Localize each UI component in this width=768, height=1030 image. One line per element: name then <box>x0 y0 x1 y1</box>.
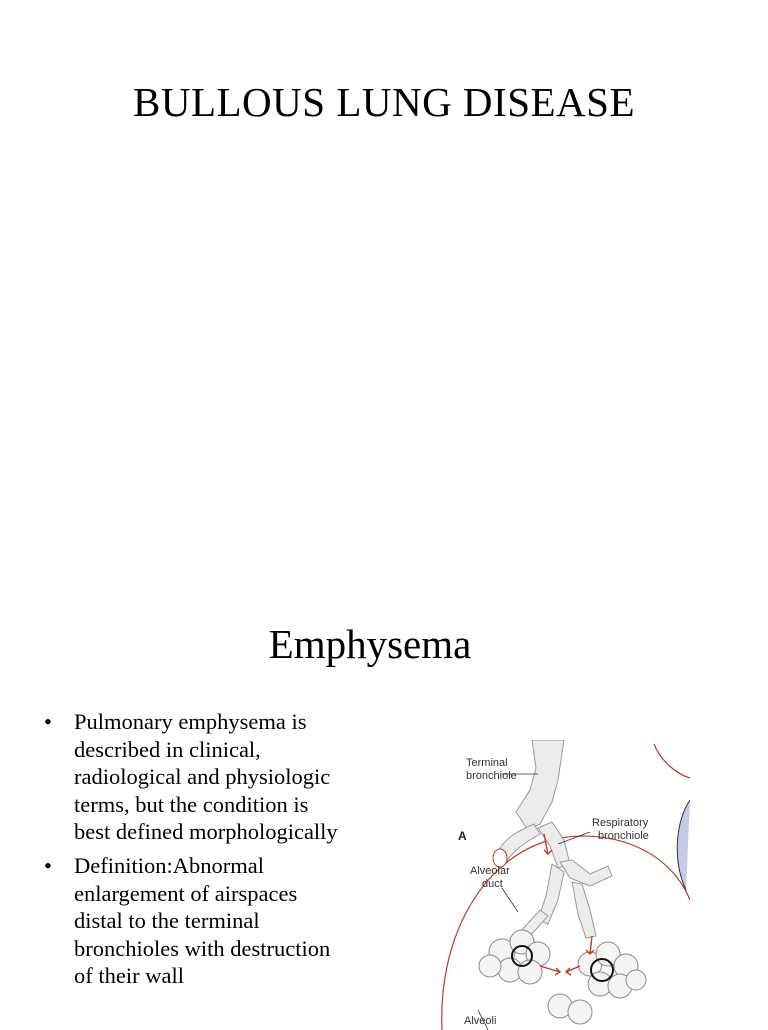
bullet-marker: • <box>44 852 52 878</box>
vessel-outline <box>654 744 690 778</box>
terminal-bronchiole-label: Terminal <box>466 757 508 769</box>
bullet-item <box>40 708 350 846</box>
bullet-text: Pulmonary emphysema is described in clinical, radiological and physiologic terms, but the condition is best defined morphologically <box>74 709 338 845</box>
bullet-list <box>40 708 350 996</box>
slide-title: Emphysema <box>268 621 472 667</box>
adjacent-structure <box>677 800 690 890</box>
slide-title: BULLOUS LUNG DISEASE <box>133 79 635 125</box>
alveoli-cluster <box>479 930 646 1024</box>
bullet-marker: • <box>44 709 52 734</box>
panel-letter: A <box>458 829 467 843</box>
alveolar-duct-label: Alveolar <box>470 865 510 877</box>
slide-2 <box>0 576 768 1027</box>
airway-diagram <box>440 740 690 1030</box>
bullet-text: Definition:Abnormal enlargement of airspaces distal to the terminal bronchioles with destruction of their wall <box>74 852 331 989</box>
respiratory-bronchiole-label: bronchiole <box>598 830 649 842</box>
bullet-item <box>40 852 350 990</box>
emphysema-illustration <box>440 740 690 1030</box>
terminal-bronchiole-label: bronchiole <box>466 770 517 782</box>
alveoli-label: Alveoli <box>464 1015 497 1027</box>
respiratory-bronchiole-label: Respiratory <box>592 817 649 829</box>
alveolar-duct-label: duct <box>482 878 503 890</box>
